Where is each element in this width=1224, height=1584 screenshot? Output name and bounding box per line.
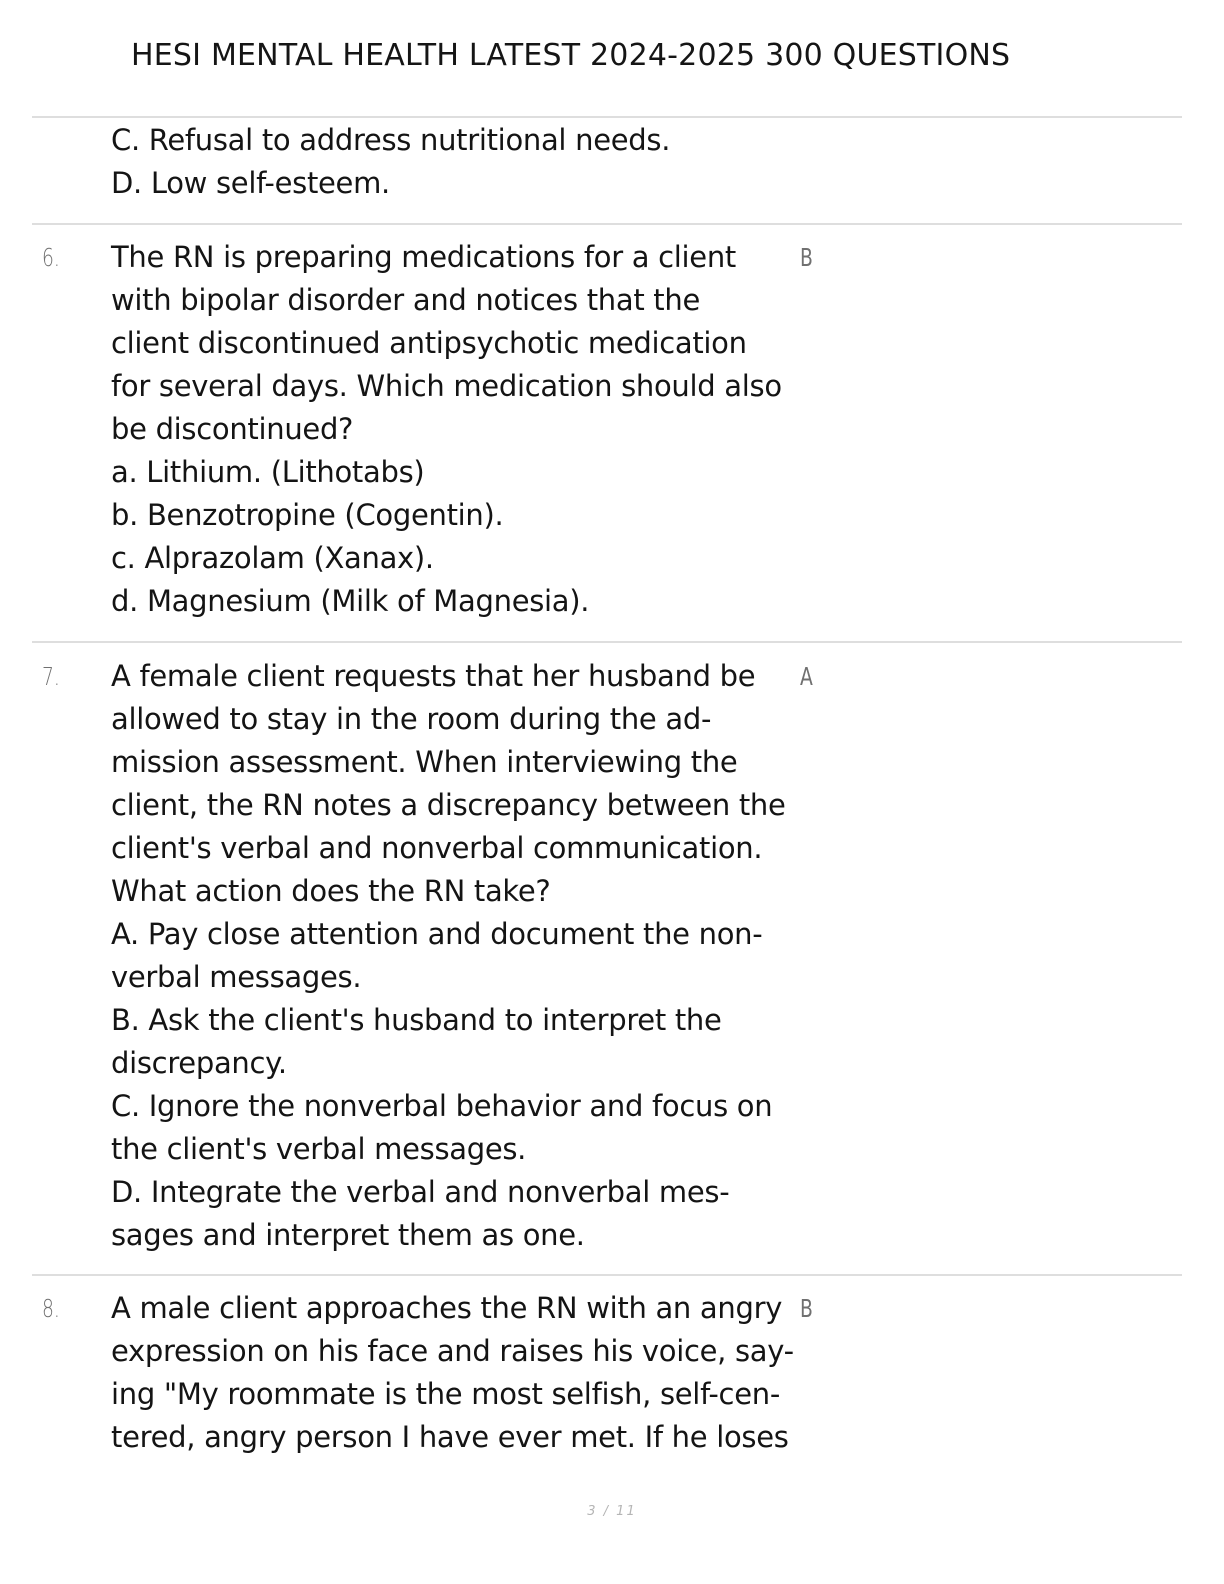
- question-number: 8.: [42, 1294, 60, 1323]
- question-line: expression on his face and raises his voice, say-: [111, 1334, 794, 1368]
- continued-options: [111, 119, 811, 205]
- question-line: client's verbal and nonverbal communication.: [111, 831, 763, 865]
- question-7: [111, 655, 811, 1257]
- option-line: c. Alprazolam (Xanax).: [111, 541, 434, 575]
- option-line: verbal messages.: [111, 960, 362, 994]
- question-line: allowed to stay in the room during the ad-: [111, 702, 712, 736]
- question-6: [111, 236, 811, 623]
- answer-key: B: [800, 1294, 813, 1323]
- answer-key: B: [800, 243, 813, 272]
- option-line: b. Benzotropine (Cogentin).: [111, 498, 504, 532]
- divider: [32, 223, 1182, 225]
- option-line: A. Pay close attention and document the non-: [111, 917, 763, 951]
- option-line: D. Integrate the verbal and nonverbal mes-: [111, 1175, 730, 1209]
- option-line: D. Low self-esteem.: [111, 166, 390, 200]
- option-line: sages and interpret them as one.: [111, 1218, 585, 1252]
- question-line: A male client approaches the RN with an angry: [111, 1291, 783, 1325]
- question-number: 7.: [42, 662, 60, 691]
- question-line: ing "My roommate is the most selfish, self-cen-: [111, 1377, 780, 1411]
- page-number: 3 / 11: [587, 1504, 637, 1519]
- question-line: client discontinued antipsychotic medication: [111, 326, 747, 360]
- divider: [32, 641, 1182, 643]
- divider: [32, 1274, 1182, 1276]
- page-title: HESI MENTAL HEALTH LATEST 2024-2025 300 QUESTIONS: [131, 38, 1011, 73]
- question-line: What action does the RN take?: [111, 874, 551, 908]
- divider: [32, 116, 1182, 118]
- option-line: C. Ignore the nonverbal behavior and focus on: [111, 1089, 773, 1123]
- question-8: [111, 1287, 811, 1459]
- question-line: tered, angry person I have ever met. If he loses: [111, 1420, 789, 1454]
- option-line: the client's verbal messages.: [111, 1132, 527, 1166]
- option-line: a. Lithium. (Lithotabs): [111, 455, 425, 489]
- option-line: d. Magnesium (Milk of Magnesia).: [111, 584, 590, 618]
- question-line: for several days. Which medication should also: [111, 369, 782, 403]
- question-line: A female client requests that her husband be: [111, 659, 756, 693]
- question-line: The RN is preparing medications for a client: [111, 240, 736, 274]
- question-line: client, the RN notes a discrepancy between the: [111, 788, 786, 822]
- option-line: B. Ask the client's husband to interpret the: [111, 1003, 722, 1037]
- option-line: C. Refusal to address nutritional needs.: [111, 123, 671, 157]
- answer-key: A: [800, 662, 813, 691]
- option-line: discrepancy.: [111, 1046, 287, 1080]
- question-line: mission assessment. When interviewing the: [111, 745, 738, 779]
- question-line: with bipolar disorder and notices that the: [111, 283, 700, 317]
- question-number: 6.: [42, 243, 60, 272]
- question-line: be discontinued?: [111, 412, 354, 446]
